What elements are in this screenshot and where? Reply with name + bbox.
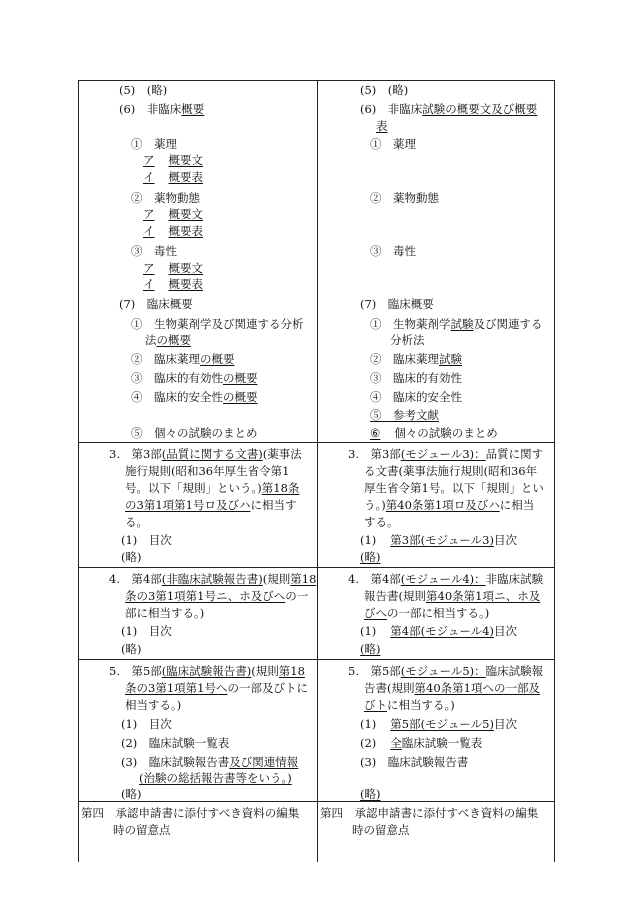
text-line: (1) 第3部(モジュール3)目次 [360,533,517,547]
text-line: ア 概要文 [143,261,203,275]
cell-right-part-5 [318,660,555,802]
text-line: 条の3第1項第1号への一部及びトに [125,681,308,695]
cell-right-part-3 [318,443,555,568]
cell-right-section-4 [318,802,555,862]
text-line: (7) 臨床概要 [360,297,434,311]
text-line: (5) (略) [119,83,168,97]
text-line: 時の留意点 [113,823,171,837]
text-line: 第四 承認申請書に添付すべき資料の編集 [81,806,300,820]
text-line: ④ 臨床的安全性 [370,390,462,404]
text-line: 告書(規則第40条第1項への一部及 [364,681,540,695]
text-line: 3. 第3部(品質に関する文書)(薬事法 [109,447,302,461]
text-line: 3. 第3部(モジュール3)：品質に関す [348,447,544,461]
text-line: (6) 非臨床概要 [119,102,205,116]
text-line: (略) [121,787,142,801]
text-line: ③ 毒性 [370,244,416,258]
comparison-table [78,80,555,862]
text-line: る文書(薬事法施行規則(昭和36年 [364,464,538,478]
text-line: ① 生物薬剤学試験及び関連する [370,317,543,331]
table-row [79,660,555,802]
table-row [79,568,555,660]
cell-left-part-3 [79,443,318,568]
text-line: の3第1項第1号ロ及びハに相当す [125,498,297,512]
text-line: う。)第40条第1項ロ及びハに相当 [364,498,535,512]
text-line: ア 概要文 [143,153,203,167]
text-line: 4. 第4部(非臨床試験報告書)(規則第18 [109,572,317,586]
text-line: (7) 臨床概要 [119,297,193,311]
text-line: ① 生物薬剤学及び関連する分析 [131,317,304,331]
cell-left-section-6-7 [79,81,318,443]
text-line: 相当する。) [125,698,182,712]
text-line: る。 [125,515,148,529]
text-line: ③ 臨床的有効性の概要 [131,371,258,385]
text-line: 報告書(規則第40条第1項ニ、ホ及 [364,589,541,603]
text-line: (1) 目次 [121,533,172,547]
cell-right-part-4 [318,568,555,660]
text-line: ③ 臨床的有効性 [370,371,462,385]
text-line: 条の3第1項第1号ニ、ホ及びへの一 [125,589,309,603]
text-line: ⑤ 参考文献 [370,408,439,422]
text-line: ⑥ 個々の試験のまとめ [370,426,498,440]
text-line: 第四 承認申請書に添付すべき資料の編集 [320,806,539,820]
text-line: ① 薬理 [131,137,177,151]
text-line: 部に相当する。) [125,606,205,620]
text-line: 5. 第5部(臨床試験報告書)(規則第18 [109,664,305,678]
text-line: (3) 臨床試験報告書 [360,755,469,769]
table-row [79,443,555,568]
text-line: (治験の総括報告書等をいう。) [139,771,292,785]
text-line: (1) 第5部(モジュール5)目次 [360,717,517,731]
text-line: ④ 臨床的安全性の概要 [131,390,258,404]
text-line: (略) [360,550,381,564]
text-line: イ 概要表 [143,277,203,291]
text-line: (略) [360,642,381,656]
text-line: (2) 全臨床試験一覧表 [360,736,483,750]
text-line: する。 [364,515,399,529]
text-line: 時の留意点 [352,823,410,837]
text-line: びトに相当する。) [364,698,455,712]
text-line: (略) [360,787,381,801]
text-line: (2) 臨床試験一覧表 [121,736,230,750]
text-line: ② 薬物動態 [370,191,439,205]
text-line: (3) 臨床試験報告書及び関連情報 [121,755,299,769]
text-line: イ 概要表 [143,224,203,238]
text-line: 厚生省令第1号。以下「規則」とい [364,481,544,495]
cell-left-part-4 [79,568,318,660]
text-line: (6) 非臨床試験の概要文及び概要 [360,102,538,116]
text-line: ② 臨床薬理の概要 [131,352,235,366]
text-line: 表 [376,119,388,133]
text-line: 5. 第5部(モジュール5)：臨床試験報 [348,664,544,678]
text-line: ⑤ 個々の試験のまとめ [131,426,258,440]
text-line: ② 臨床薬理試験 [370,352,462,366]
table-row [79,802,555,862]
text-line: 法の概要 [145,333,191,347]
text-line: (1) 目次 [121,624,172,638]
text-line: (略) [121,550,142,564]
cell-right-section-6-7 [318,81,555,443]
text-line: (1) 目次 [121,717,172,731]
text-line: ア 概要文 [143,207,203,221]
text-line: 施行規則(昭和36年厚生省令第1 [125,464,290,478]
cell-left-part-5 [79,660,318,802]
cell-left-section-4 [79,802,318,862]
text-line: ③ 毒性 [131,244,177,258]
text-line: (略) [121,642,142,656]
text-line: 分析法 [390,333,425,347]
text-line: びへの一部に相当する。) [364,606,490,620]
text-line: (1) 第4部(モジュール4)目次 [360,624,517,638]
text-line: ① 薬理 [370,137,416,151]
text-line: (5) (略) [360,83,409,97]
text-line: ② 薬物動態 [131,191,200,205]
table-row [79,81,555,443]
text-line: 4. 第4部(モジュール4)：非臨床試験 [348,572,544,586]
text-line: イ 概要表 [143,170,203,184]
text-line: 号。以下「規則」という。)第18条 [125,481,300,495]
